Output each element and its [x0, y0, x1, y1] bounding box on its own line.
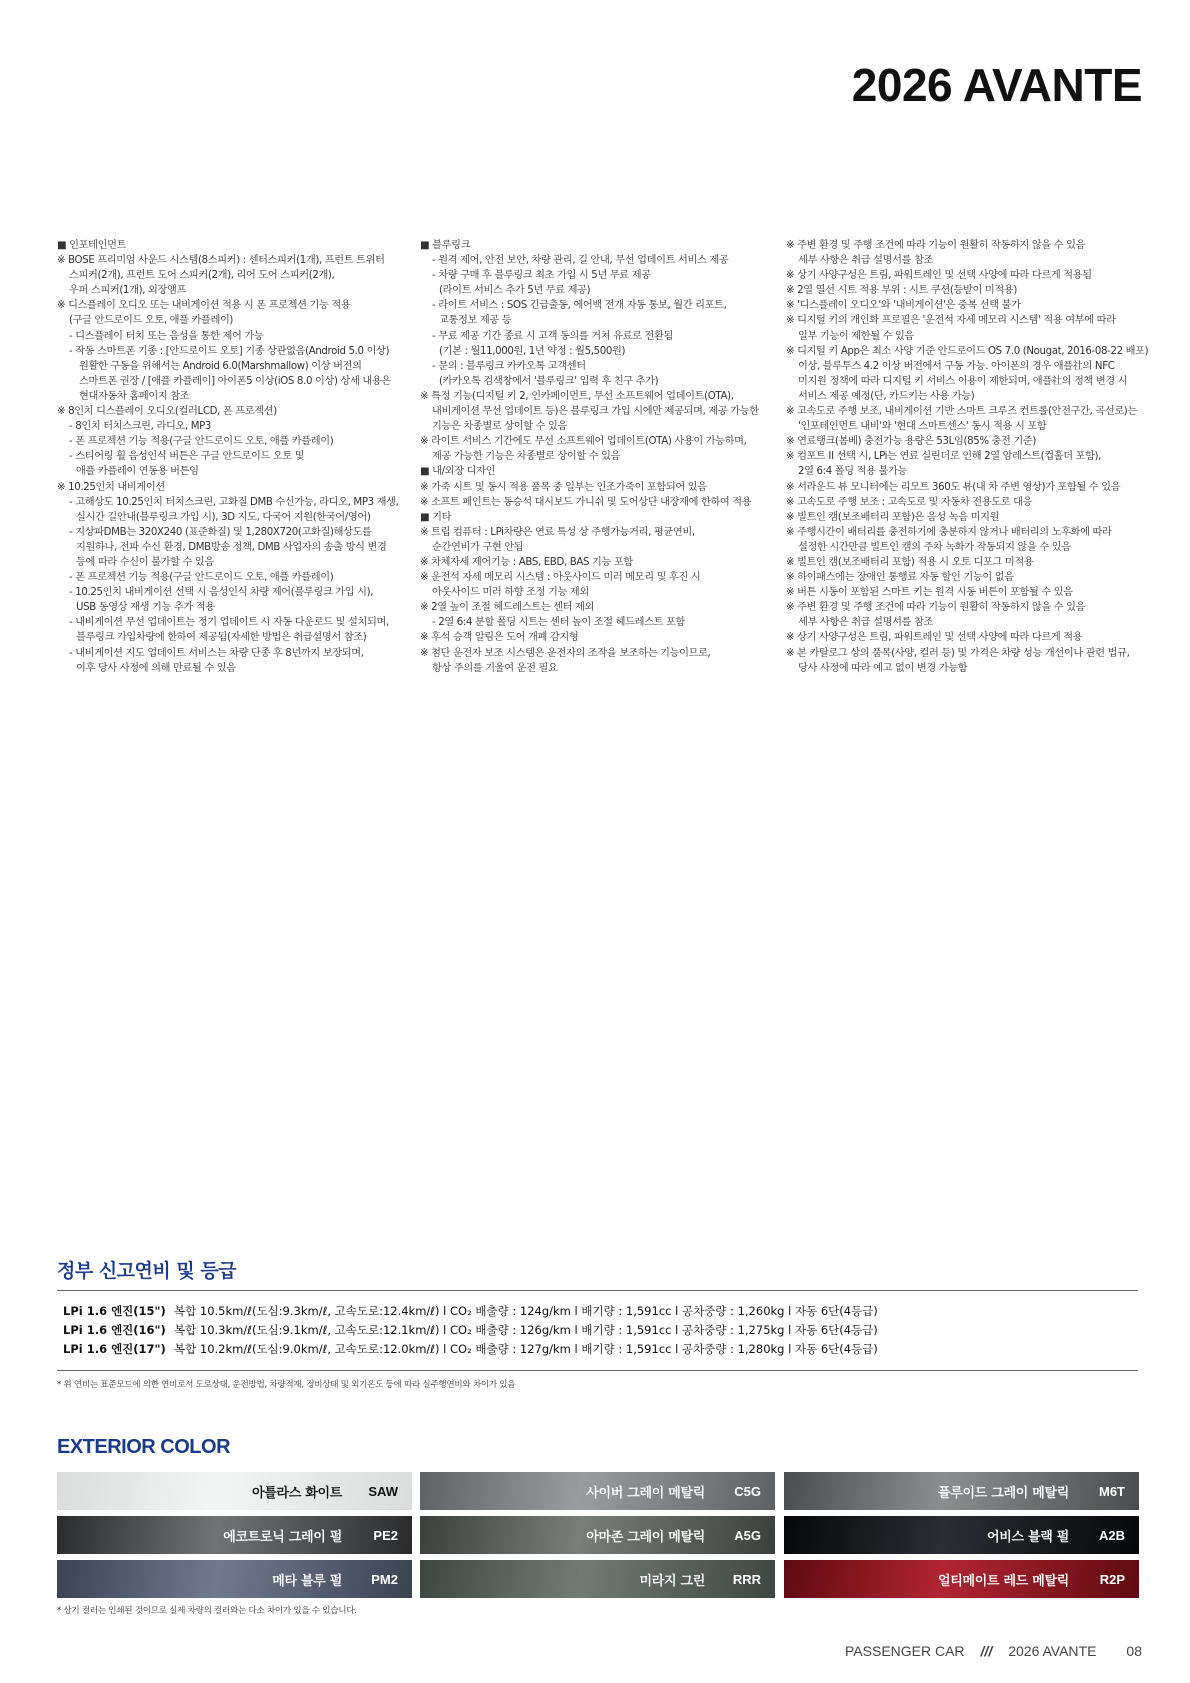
note-line: ※ 버튼 시동이 포함된 스마트 키는 원격 시동 버튼이 포함될 수 있음 — [786, 587, 1073, 599]
note-line: ※ 주행시간이 배터리를 충전하기에 충분하지 않거나 배터리의 노후화에 따라 — [786, 526, 1112, 538]
color-code: PE2 — [373, 1527, 398, 1543]
note-line: USB 동영상 재생 기능 추가 적용 — [76, 602, 215, 614]
color-swatch — [784, 1516, 1139, 1554]
note-line: 일부 기능이 제한될 수 있음 — [798, 330, 914, 342]
note-line: - 라이트 서비스 : SOS 긴급출동, 에어백 전개 자동 통보, 월간 리포트, — [432, 300, 727, 312]
note-line: ※ 소프트 페인트는 동승석 대시보드 가니쉬 및 도어상단 내장재에 한하여 적용 — [420, 496, 752, 508]
footer-section: PASSENGER CAR — [845, 1643, 965, 1659]
divider — [57, 1290, 1138, 1291]
note-line: 스피커(2개), 프런트 도어 스피커(2개), 리어 도어 스피커(2개), — [69, 270, 335, 282]
color-name: 에코트로닉 그레이 펄 — [223, 1529, 342, 1545]
note-line: 순간연비가 구현 안됨 — [432, 541, 524, 553]
note-line: '인포테인먼트 내비'와 '현대 스마트센스' 동시 적용 시 포함 — [798, 421, 1047, 433]
note-line: - 8인치 터치스크린, 라디오, MP3 — [69, 421, 212, 433]
fuel-note: * 위 연비는 표준모드에 의한 연비로서 도로상태, 운전방법, 차량적재, 정비상태 및 외기온도 등에 따라 실주행연비와 차이가 있음 — [57, 1380, 516, 1390]
note-line: - 문의 : 블루링크 카카오톡 고객센터 — [432, 360, 586, 372]
color-code: A5G — [734, 1527, 761, 1543]
footer-separator: /// — [980, 1643, 993, 1659]
color-name: 플루이드 그레이 메탈릭 — [937, 1485, 1069, 1501]
note-line: 세부 사항은 취급 설명서를 참조 — [798, 617, 933, 629]
color-name: 아틀라스 화이트 — [251, 1485, 342, 1501]
page-number: 08 — [1126, 1643, 1142, 1659]
note-line: ※ 빌트인 캠(보조배터리 포함) 적용 시 오토 디포그 미적용 — [786, 556, 1034, 568]
color-name: 메타 블루 펄 — [272, 1573, 342, 1589]
note-line: - 디스플레이 터치 또는 음성을 통한 제어 가능 — [69, 330, 264, 342]
fuel-spec: 복합 10.3km/ℓ(도심:9.1km/ℓ, 고속도로:12.1km/ℓ) l CO₂ 배출량 : 126g/km l 배기량 : 1,591cc l 공차중량 : 1,275kg l 자동 6단(4등급) — [174, 1323, 878, 1337]
color-swatch — [420, 1560, 775, 1598]
note-line: 등에 따라 수신이 불가할 수 있음 — [76, 556, 214, 568]
note-line: ※ 주변 환경 및 주행 조건에 따라 기능이 원활히 작동하지 않을 수 있음 — [786, 240, 1086, 251]
note-line: 교통정보 제공 등 — [439, 315, 512, 327]
note-line: ■ 블루링크 — [420, 240, 471, 251]
color-swatch — [57, 1560, 412, 1598]
note-line: ※ 10.25인치 내비게이션 — [57, 481, 165, 493]
note-line: 2열 6:4 폴딩 적용 불가능 — [798, 466, 907, 478]
note-line: ■ 내/외장 디자인 — [420, 466, 496, 478]
note-line: - 2열 6:4 분할 폴딩 시트는 센터 높이 조절 헤드레스트 포함 — [432, 617, 685, 629]
note-line: ※ 빌트인 캠(보조배터리 포함)은 음성 녹음 미지원 — [786, 511, 1000, 523]
color-swatch — [784, 1560, 1139, 1598]
note-line: 애플 카플레이 연동용 버튼임 — [76, 466, 199, 478]
color-swatch — [784, 1472, 1139, 1510]
color-code: M6T — [1099, 1483, 1125, 1499]
note-line: ※ 컴포트 II 선택 시, LPi는 연료 실린더로 인해 2열 암레스트(컵홀더 포함), — [786, 451, 1102, 463]
note-line: ※ 본 카탈로그 상의 품목(사양, 컬러 등) 및 가격은 차량 성능 개선이나 관련 법규, — [786, 647, 1130, 659]
page-title: 2026 AVANTE — [851, 59, 1142, 111]
note-line: 지원하나, 전파 수신 환경, DMB방송 정책, DMB 사업자의 송출 방식 변경 — [76, 541, 387, 553]
note-line: ※ BOSE 프리미엄 사운드 시스템(8스피커) : 센터스피커(1개), 프런트 트위터 — [57, 255, 385, 267]
note-line: 항상 주의를 기울여 운전 필요 — [432, 662, 558, 674]
color-name: 아마존 그레이 메탈릭 — [586, 1529, 705, 1545]
color-name: 얼티메이트 레드 메탈릭 — [937, 1573, 1069, 1589]
note-line: ※ 2열 열선 시트 적용 부위 : 시트 쿠션(등받이 미적용) — [786, 285, 1017, 297]
color-code: SAW — [368, 1483, 398, 1499]
footer — [845, 1643, 1142, 1659]
color-name: 어비스 블랙 펄 — [987, 1529, 1069, 1545]
spec-notes-column-2 — [420, 238, 768, 676]
note-line: ※ 고속도로 주행 보조, 내비게이션 기반 스마트 크루즈 컨트롤(안전구간, 곡선로)는 — [786, 406, 1137, 418]
fuel-spec: 복합 10.2km/ℓ(도심:9.0km/ℓ, 고속도로:12.0km/ℓ) l CO₂ 배출량 : 127g/km l 배기량 : 1,591cc l 공차중량 : 1,280kg l 자동 6단(4등급) — [174, 1342, 878, 1356]
fuel-row — [63, 1303, 878, 1319]
note-line: - 지상파DMB는 320X240 (표준화질) 및 1,280X720(고화질)해상도를 — [69, 526, 372, 538]
spec-notes-column-3 — [786, 238, 1149, 676]
note-line: ※ 2열 높이 조절 헤드레스트는 센터 제외 — [420, 602, 595, 614]
fuel-efficiency-title: 정부 신고연비 및 등급 — [57, 1260, 237, 1282]
color-swatch — [57, 1472, 412, 1510]
note-line: ※ 첨단 운전자 보조 시스템은 운전자의 조작을 보조하는 기능이므로, — [420, 647, 711, 659]
exterior-color-title: EXTERIOR COLOR — [57, 1436, 231, 1458]
color-name: 미라지 그린 — [639, 1573, 705, 1589]
note-line: ※ 디스플레이 오디오 또는 내비게이션 적용 시 폰 프로젝션 기능 적용 — [57, 300, 351, 312]
fuel-row — [63, 1341, 878, 1357]
note-line: 서비스 제공 예정(단, 카드키는 사용 가능) — [798, 390, 975, 402]
note-line: ※ 상기 사양구성은 트림, 파워트레인 및 선택 사양에 따라 다르게 적용 — [786, 632, 1083, 644]
note-line: - 내비게이션 무선 업데이트는 정기 업데이트 시 자동 다운로드 및 설치되며, — [69, 617, 389, 629]
color-swatch — [420, 1472, 775, 1510]
note-line: - 원격 제어, 안전 보안, 차량 관리, 길 안내, 무선 업데이트 서비스 제공 — [432, 255, 729, 267]
engine-label: LPi 1.6 엔진(16") — [63, 1323, 166, 1337]
fuel-spec: 복합 10.5km/ℓ(도심:9.3km/ℓ, 고속도로:12.4km/ℓ) l CO₂ 배출량 : 124g/km l 배기량 : 1,591cc l 공차중량 : 1,260kg l 자동 6단(4등급) — [174, 1304, 878, 1318]
note-line: ※ 특정 기능(디지털 키 2, 인카페이먼트, 무선 소프트웨어 업데이트(OTA), — [420, 390, 734, 402]
note-line: ※ 하이패스에는 장애인 통행료 자동 할인 기능이 없음 — [786, 572, 1014, 584]
note-line: ※ 고속도로 주행 보조 : 고속도로 및 자동차 전용도로 대응 — [786, 496, 1033, 508]
color-code: R2P — [1099, 1571, 1125, 1587]
note-line: ※ 상기 사양구성은 트림, 파워트레인 및 선택 사양에 따라 다르게 적용됨 — [786, 270, 1092, 282]
note-line: 당사 사정에 따라 예고 없이 변경 가능함 — [798, 662, 968, 674]
note-line: 아웃사이드 미러 하향 조정 기능 제외 — [432, 587, 589, 599]
note-line: - 차량 구매 후 블루링크 최초 가입 시 5년 무료 제공 — [432, 270, 651, 282]
note-line: (카카오톡 검색창에서 '블루링크' 입력 후 친구 추가) — [439, 375, 659, 387]
note-line: (기본 : 월11,000원, 1년 약정 : 월5,500원) — [439, 345, 626, 357]
color-code: A2B — [1098, 1527, 1125, 1543]
engine-label: LPi 1.6 엔진(17") — [63, 1342, 166, 1356]
color-swatch — [420, 1516, 775, 1554]
color-name: 사이버 그레이 메탈릭 — [586, 1485, 705, 1501]
note-line: 블루링크 가입차량에 한하여 제공됨(자세한 방법은 취급설명서 참조) — [76, 632, 367, 644]
note-line: 현대자동차 홈페이지 참조 — [79, 390, 190, 402]
note-line: 실시간 길안내(블루링크 가입 시), 3D 지도, 다국어 지원(한국어/영어) — [76, 511, 371, 523]
note-line: ※ 8인치 디스플레이 오디오(컬러LCD, 폰 프로젝션) — [57, 406, 277, 418]
note-line: ※ 디지털 키 App은 최소 사양 기준 안드로이드 OS 7.0 (Nougat, 2016-08-22 배포) — [786, 345, 1149, 357]
note-line: ■ 인포테인먼트 — [57, 240, 127, 251]
note-line: - 스티어링 휠 음성인식 버튼은 구글 안드로이드 오토 및 — [69, 451, 305, 463]
color-swatch — [57, 1516, 412, 1554]
note-line: ※ '디스플레이 오디오'와 '내비게이션'은 중복 선택 불가 — [786, 300, 1021, 312]
note-line: - 폰 프로젝션 기능 적용(구글 안드로이드 오토, 애플 카플레이) — [69, 436, 334, 448]
note-line: ※ 차체자세 제어기능 : ABS, EBD, BAS 기능 포함 — [420, 556, 633, 568]
footer-model: 2026 AVANTE — [1008, 1643, 1097, 1659]
spec-notes-column-1 — [57, 238, 405, 676]
note-line: 이후 당사 사정에 의해 만료될 수 있음 — [76, 662, 236, 674]
note-line: 원활한 구동을 위해서는 Android 6.0(Marshmallow) 이상 버전의 — [79, 360, 362, 372]
color-note: * 상기 컬러는 인쇄된 것이므로 실제 차량의 컬러와는 다소 차이가 있을 수 있습니다. — [57, 1606, 357, 1616]
note-line: ※ 가죽 시트 및 동시 적용 품목 중 일부는 인조가죽이 포함되어 있음 — [420, 481, 707, 493]
note-line: - 무료 제공 기간 종료 시 고객 동의를 거쳐 유료로 전환됨 — [432, 330, 674, 342]
engine-label: LPi 1.6 엔진(15") — [63, 1304, 166, 1318]
color-code: PM2 — [371, 1571, 398, 1587]
note-line: ※ 라이트 서비스 기간에도 무선 소프트웨어 업데이트(OTA) 사용이 가능하며, — [420, 436, 747, 448]
note-line: ■ 기타 — [420, 511, 452, 523]
note-line: 세부 사항은 취급 설명서를 참조 — [798, 255, 933, 267]
note-line: - 폰 프로젝션 기능 적용(구글 안드로이드 오토, 애플 카플레이) — [69, 572, 334, 584]
note-line: - 작동 스마트폰 기종 : [안드로이드 오토] 기종 상관없음(Android 5.0 이상) — [69, 345, 390, 357]
note-line: - 10.25인치 내비게이션 선택 시 음성인식 차량 제어(블루링크 가입 시), — [69, 587, 374, 599]
note-line: 내비게이션 무선 업데이트 등)은 블루링크 가입 시에만 제공되며, 제공 가능한 — [432, 406, 759, 418]
note-line: - 내비게이션 지도 업데이트 서비스는 차량 단종 후 8년까지 보장되며, — [69, 647, 364, 659]
note-line: ※ 서라운드 뷰 모니터에는 리모트 360도 뷰(내 차 주변 영상)가 포함될 수 있음 — [786, 481, 1121, 493]
note-line: ※ 후석 승객 알림은 도어 개폐 감지형 — [420, 632, 579, 644]
note-line: ※ 트립 컴퓨터 : LPi차량은 연료 특성 상 주행가능거리, 평균연비, — [420, 526, 695, 538]
note-line: (구글 안드로이드 오토, 애플 카플레이) — [69, 315, 234, 327]
note-line: ※ 운전석 자세 메모리 시스템 : 아웃사이드 미러 메모리 및 후진 시 — [420, 572, 701, 584]
note-line: - 고해상도 10.25인치 터치스크린, 고화질 DMB 수신가능, 라디오, MP3 재생, — [69, 496, 399, 508]
note-line: 기능은 차종별로 상이할 수 있음 — [432, 421, 567, 433]
note-line: ※ 디지털 키의 개인화 프로필은 '운전석 자세 메모리 시스템' 적용 여부에 따라 — [786, 315, 1116, 327]
note-line: 제공 가능한 기능은 차종별로 상이할 수 있음 — [432, 451, 621, 463]
note-line: 스마트폰 권장 / [애플 카플레이] 아이폰5 이상(iOS 8.0 이상) 상세 내용은 — [79, 375, 391, 387]
color-code: RRR — [732, 1571, 761, 1587]
note-line: 이상, 블루투스 4.2 이상 버전에서 구동 가능. 아이폰의 경우 애플社의 NFC — [798, 360, 1115, 372]
note-line: 미지원 정책에 따라 디지털 키 서비스 이용이 제한되며, 애플社의 정책 변경 시 — [798, 375, 1128, 387]
color-code: C5G — [734, 1483, 761, 1499]
note-line: 설정한 시간만큼 빌트인 캠의 주차 녹화가 작동되지 않을 수 있음 — [798, 541, 1071, 553]
divider — [57, 1370, 1138, 1371]
note-line: ※ 주변 환경 및 주행 조건에 따라 기능이 원활히 작동하지 않을 수 있음 — [786, 602, 1086, 614]
note-line: (라이트 서비스 추가 5년 무료 제공) — [439, 285, 591, 297]
note-line: ※ 연료탱크(봄베) 충전가능 용량은 53L임(85% 충전 기준) — [786, 436, 1037, 448]
fuel-row — [63, 1322, 878, 1338]
note-line: 우퍼 스피커(1개), 외장앰프 — [69, 285, 186, 297]
